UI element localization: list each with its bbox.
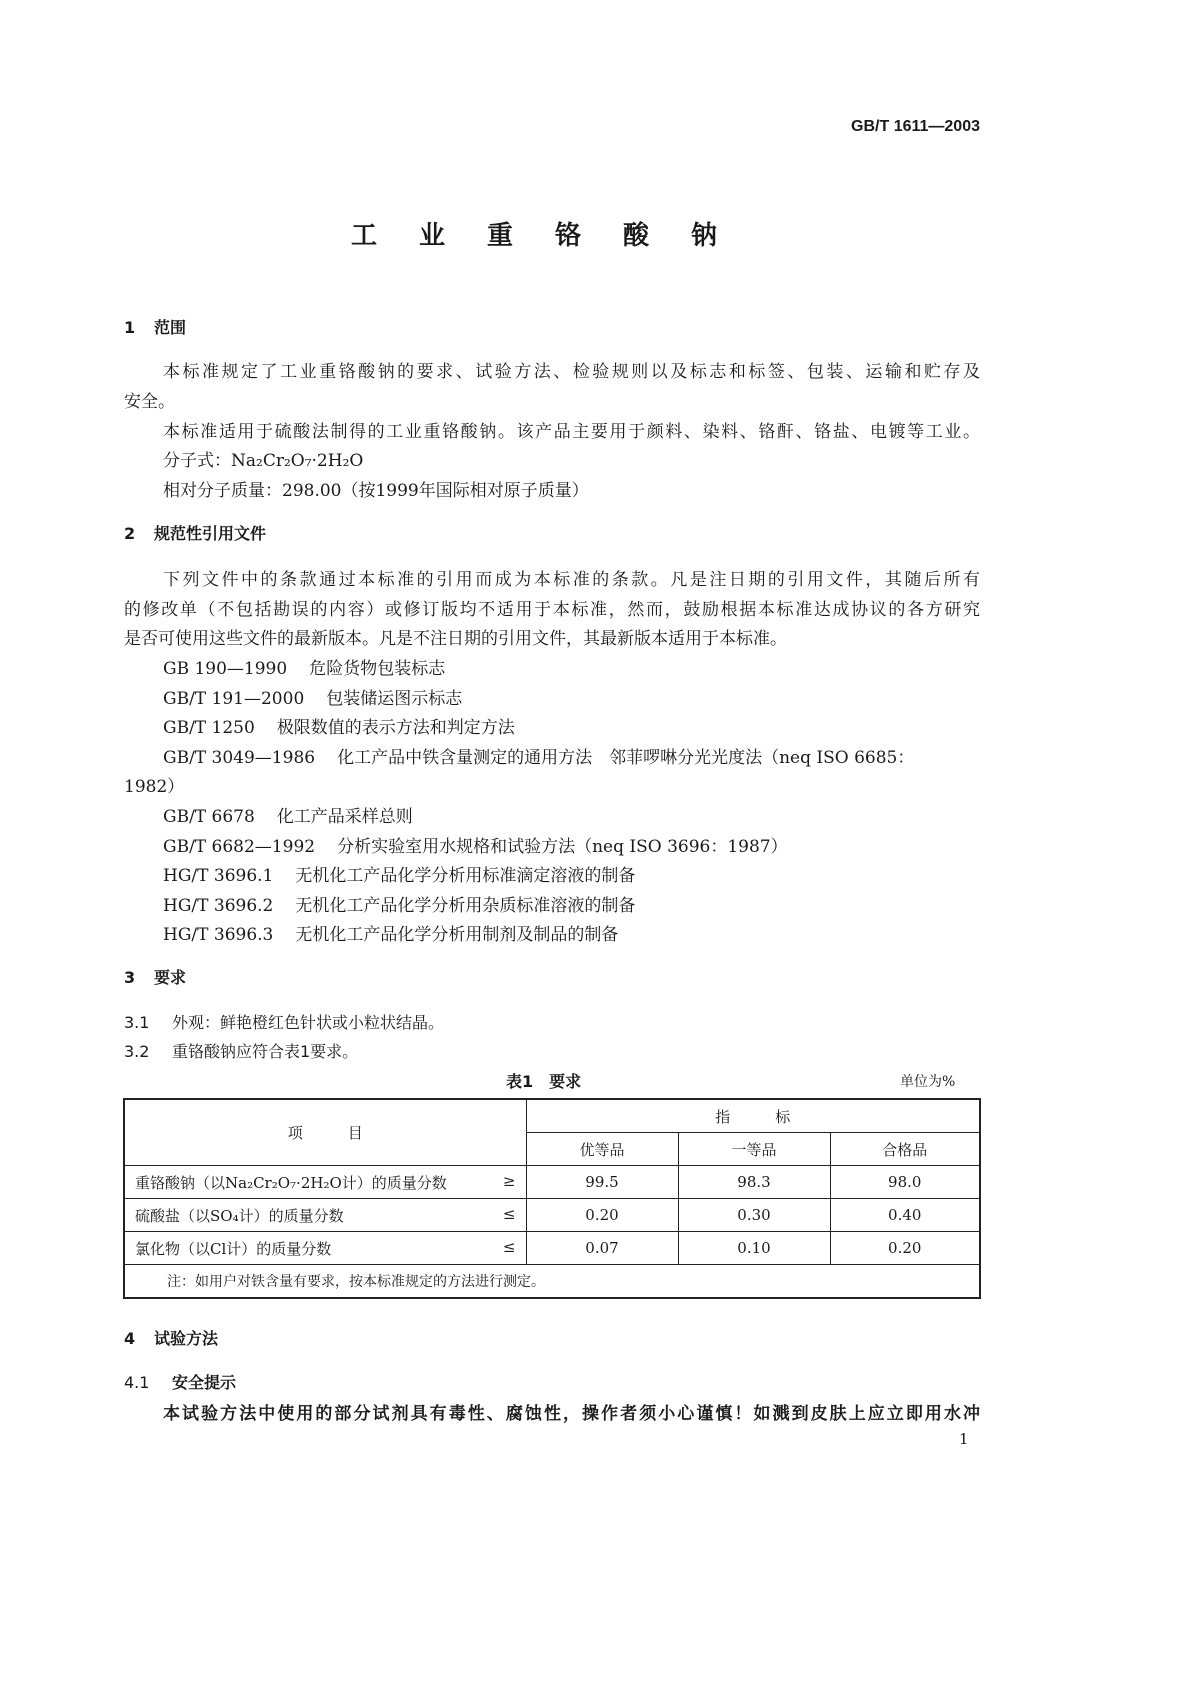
section-number: 2 (124, 524, 136, 543)
reference-title: 无机化工产品化学分析用标准滴定溶液的制备 (295, 866, 636, 887)
section-number: 3 (124, 968, 136, 987)
paragraph-line: 的修改单（不包括勘误的内容）或修订版均不适用于本标准，然而，鼓励根据本标准达成协议的各方研究 (124, 600, 980, 620)
section-number: 4 (124, 1329, 136, 1348)
comparison-operator: ≥ (502, 1171, 516, 1190)
item-name: 硫酸盐（以SO₄计）的质量分数 (135, 1206, 344, 1225)
reference-item (163, 832, 980, 857)
molecular-mass: 相对分子质量：298.00（按1999年国际相对原子质量） (163, 481, 589, 501)
reference-code: GB/T 3049—1986 (163, 747, 316, 768)
table-row (124, 1199, 980, 1232)
reference-code: HG/T 3696.3 (163, 925, 274, 946)
document-title: 工业重铬酸钠 (350, 221, 759, 251)
clause-3-2 (124, 1039, 358, 1062)
reference-title: 化工产品采样总则 (276, 807, 413, 827)
section-1-heading (124, 315, 186, 338)
reference-title: 极限数值的表示方法和判定方法 (276, 718, 515, 739)
reference-code: GB/T 191—2000 (163, 688, 305, 709)
reference-item (163, 743, 980, 768)
value-cell: 0.20 (830, 1232, 980, 1265)
clause-text: 重铬酸钠应符合表1要求。 (172, 1042, 359, 1061)
value-cell: 99.5 (526, 1166, 678, 1199)
reference-code: GB/T 6678 (163, 807, 255, 827)
table-note: 注：如用户对铁含量有要求，按本标准规定的方法进行测定。 (124, 1265, 980, 1299)
item-cell (124, 1199, 526, 1232)
reference-code: GB/T 1250 (163, 718, 255, 739)
value-cell: 0.10 (678, 1232, 830, 1265)
paragraph-line: 本标准规定了工业重铬酸钠的要求、试验方法、检验规则以及标志和标签、包装、运输和贮存及 (163, 362, 980, 382)
section-title: 试验方法 (154, 1329, 219, 1348)
grade-header: 优等品 (526, 1133, 678, 1166)
clause-number: 3.1 (124, 1013, 150, 1032)
clause-number: 4.1 (124, 1373, 150, 1392)
item-name: 重铬酸钠（以Na₂Cr₂O₇·2H₂O计）的质量分数 (135, 1173, 447, 1192)
reference-title: 化工产品中铁含量测定的通用方法 邻菲啰啉分光光度法（neq ISO 6685： (337, 747, 915, 768)
grade-header: 合格品 (830, 1133, 980, 1166)
item-cell (124, 1166, 526, 1199)
section-2-heading (124, 521, 266, 544)
reference-item (163, 802, 980, 827)
clause-3-1 (124, 1010, 444, 1033)
reference-item (124, 772, 980, 797)
value-cell: 0.30 (678, 1199, 830, 1232)
molecular-formula: 分子式：Na₂Cr₂O₇·2H₂O (163, 451, 364, 471)
clause-text: 外观：鲜艳橙红色针状或小粒状结晶。 (172, 1013, 445, 1032)
reference-title: 危险货物包装标志 (309, 659, 446, 679)
table-caption: 表1 要求 (506, 1072, 582, 1091)
table-row (124, 1166, 980, 1199)
clause-4-1 (124, 1370, 236, 1393)
standard-number: GB/T 1611—2003 (851, 118, 980, 135)
item-cell (124, 1232, 526, 1265)
safety-warning: 本试验方法中使用的部分试剂具有毒性、腐蚀性，操作者须小心谨慎！如溅到皮肤上应立即用水冲 (163, 1404, 980, 1424)
section-3-heading (124, 965, 186, 988)
reference-item (163, 920, 980, 945)
paragraph-line: 本标准适用于硫酸法制得的工业重铬酸钠。该产品主要用于颜料、染料、铬酐、铬盐、电镀等工业。 (163, 422, 980, 442)
comparison-operator: ≤ (502, 1237, 516, 1256)
section-4-heading (124, 1326, 218, 1349)
reference-title: 分析实验室用水规格和试验方法（neq ISO 3696：1987） (337, 836, 788, 857)
requirements-table (123, 1098, 981, 1299)
paragraph-line: 下列文件中的条款通过本标准的引用而成为本标准的条款。凡是注日期的引用文件，其随后所有 (163, 570, 980, 590)
item-header: 项 目 (124, 1099, 526, 1166)
value-cell: 0.07 (526, 1232, 678, 1265)
index-header: 指 标 (526, 1099, 980, 1133)
value-cell: 0.20 (526, 1199, 678, 1232)
reference-title: 无机化工产品化学分析用制剂及制品的制备 (295, 925, 619, 946)
comparison-operator: ≤ (502, 1204, 516, 1223)
paragraph-line: 是否可使用这些文件的最新版本。凡是不注日期的引用文件，其最新版本适用于本标准。 (124, 629, 787, 649)
reference-item (163, 713, 980, 738)
value-cell: 0.40 (830, 1199, 980, 1232)
reference-code: GB/T 6682—1992 (163, 836, 316, 857)
paragraph-line: 安全。 (124, 392, 175, 412)
reference-code: GB 190—1990 (163, 659, 288, 679)
section-title: 规范性引用文件 (154, 524, 267, 543)
reference-code: HG/T 3696.1 (163, 866, 274, 887)
reference-title: 无机化工产品化学分析用杂质标准溶液的制备 (295, 895, 636, 916)
section-title: 要求 (154, 968, 187, 987)
reference-title: 包装储运图示标志 (326, 688, 463, 709)
reference-code: HG/T 3696.2 (163, 895, 274, 916)
table-unit: 单位为% (900, 1074, 956, 1090)
section-number: 1 (124, 318, 136, 337)
item-name: 氯化物（以Cl计）的质量分数 (135, 1239, 332, 1258)
section-title: 范围 (154, 318, 187, 337)
clause-title: 安全提示 (172, 1373, 237, 1392)
clause-number: 3.2 (124, 1042, 150, 1061)
reference-title: 1982） (124, 777, 185, 798)
value-cell: 98.0 (830, 1166, 980, 1199)
value-cell: 98.3 (678, 1166, 830, 1199)
reference-item (163, 654, 980, 679)
grade-header: 一等品 (678, 1133, 830, 1166)
reference-item (163, 684, 980, 709)
reference-item (163, 861, 980, 886)
page-number: 1 (959, 1430, 969, 1448)
reference-item (163, 891, 980, 916)
table-row (124, 1232, 980, 1265)
